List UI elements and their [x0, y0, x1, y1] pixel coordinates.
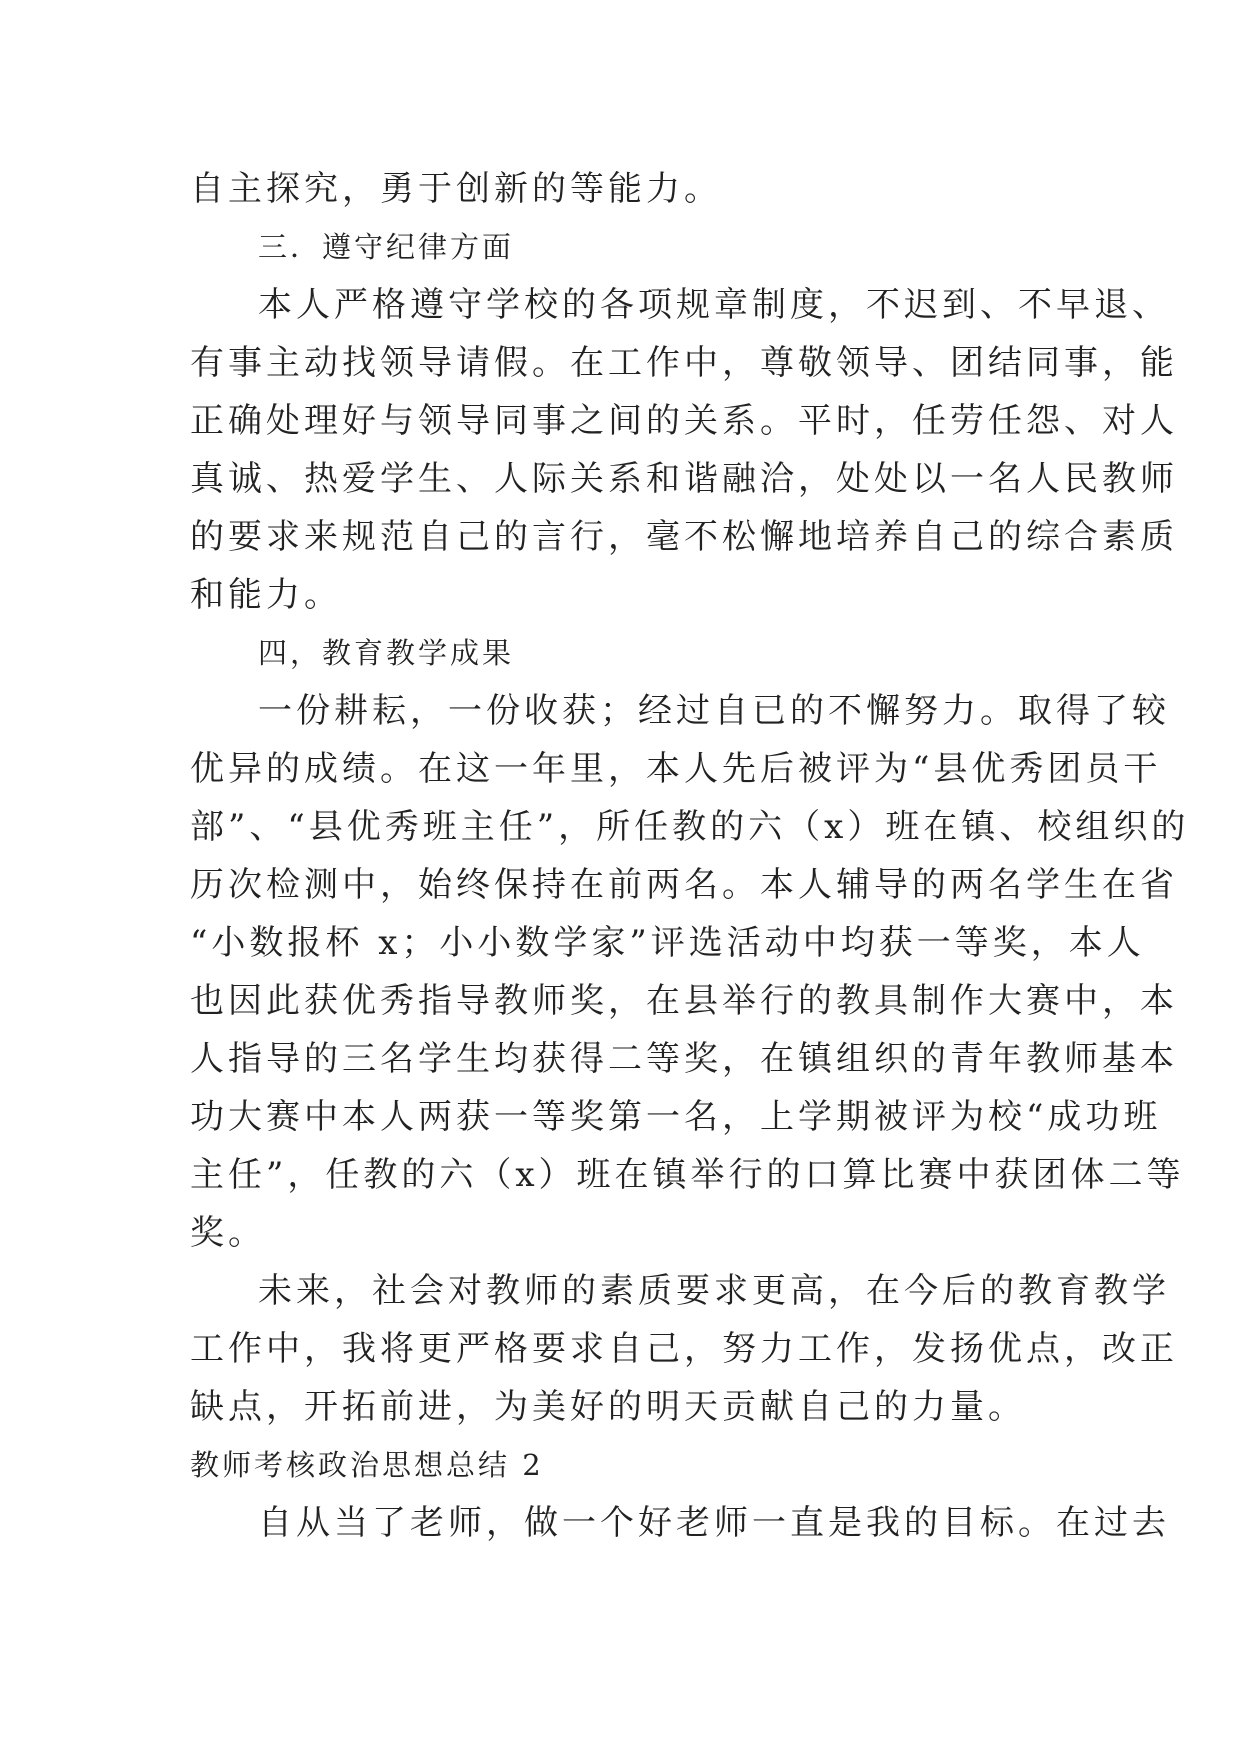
section-heading: 四，教育教学成果 [258, 636, 515, 670]
text-line: 的要求来规范自己的言行，毫不松懈地培养自己的综合素质 [190, 517, 1178, 557]
section-heading: 三．遵守纪律方面 [258, 230, 515, 264]
text-line: 也因此获优秀指导教师奖，在县举行的教具制作大赛中，本 [190, 981, 1178, 1021]
document-body [190, 160, 1190, 1552]
text-line: 有事主动找领导请假。在工作中，尊敬领导、团结同事，能 [190, 343, 1178, 383]
document-title: 教师考核政治思想总结 2 [190, 1448, 544, 1482]
text-line: 奖。 [190, 1213, 266, 1253]
paragraph-first-line: 自从当了老师，做一个好老师一直是我的目标。在过去 [258, 1503, 1170, 1543]
text-line: 功大赛中本人两获一等奖第一名，上学期被评为校“成功班 [190, 1097, 1162, 1137]
text-line: 人指导的三名学生均获得二等奖，在镇组织的青年教师基本 [190, 1039, 1178, 1079]
text-line: 自主探究，勇于创新的等能力。 [190, 169, 722, 209]
paragraph-first-line: 本人严格遵守学校的各项规章制度，不迟到、不早退、 [258, 285, 1170, 325]
text-line: 和能力。 [190, 575, 342, 615]
paragraph-first-line: 一份耕耘，一份收获；经过自已的不懈努力。取得了较 [258, 691, 1170, 731]
text-line: 历次检测中，始终保持在前两名。本人辅导的两名学生在省 [190, 865, 1178, 905]
text-line: 缺点，开拓前进，为美好的明天贡献自己的力量。 [190, 1387, 1026, 1427]
text-line: 正确处理好与领导同事之间的关系。平时，任劳任怨、对人 [190, 401, 1178, 441]
text-line: 主任”，任教的六（x）班在镇举行的口算比赛中获团体二等 [190, 1155, 1185, 1195]
text-line: 部”、“县优秀班主任”，所任教的六（x）班在镇、校组织的 [190, 807, 1190, 847]
text-line: 优异的成绩。在这一年里，本人先后被评为“县优秀团员干 [190, 749, 1162, 789]
text-line: “小数报杯 x；小小数学家”评选活动中均获一等奖，本人 [190, 923, 1145, 963]
text-line: 真诚、热爱学生、人际关系和谐融洽，处处以一名人民教师 [190, 459, 1178, 499]
text-line: 工作中，我将更严格要求自己，努力工作，发扬优点，改正 [190, 1329, 1178, 1369]
paragraph-first-line: 未来，社会对教师的素质要求更高，在今后的教育教学 [258, 1271, 1170, 1311]
